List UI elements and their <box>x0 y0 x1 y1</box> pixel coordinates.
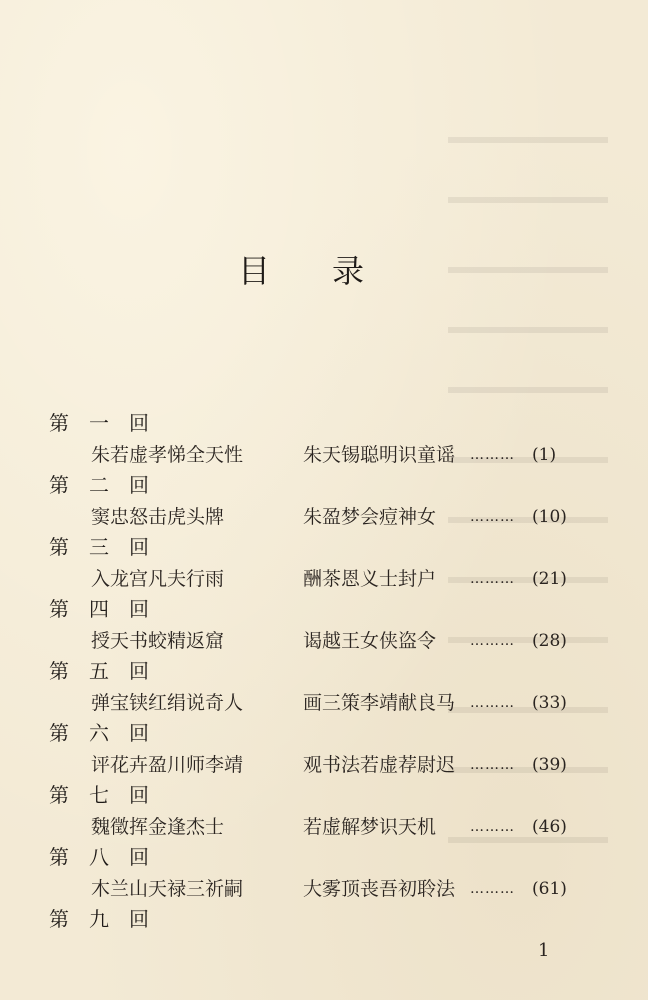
chapter-entry <box>0 564 648 594</box>
chapter-page-number: (28) <box>532 631 567 651</box>
chapter-right-title: 朱天锡聪明识童谣 <box>303 444 456 466</box>
chapter-right-title: 朱盈梦会痘神女 <box>303 506 437 528</box>
chapter-left-title: 评花卉盈川师李靖 <box>91 754 244 776</box>
chapter-page-number: (33) <box>532 693 567 713</box>
toc-chapter-6[interactable] <box>0 718 648 780</box>
table-of-contents <box>0 408 648 966</box>
chapter-label: 第 一 回 <box>49 411 149 435</box>
chapter-left-title: 窦忠怒击虎头牌 <box>91 506 225 528</box>
toc-chapter-4[interactable] <box>0 594 648 656</box>
toc-chapter-5[interactable] <box>0 656 648 718</box>
chapter-page-number: (46) <box>532 817 567 837</box>
page-title <box>238 246 364 292</box>
chapter-page-number: (39) <box>532 755 567 775</box>
leader-dots: ……… <box>470 571 515 587</box>
title-char-1: 目 <box>238 252 271 290</box>
chapter-left-title: 授天书蛟精返窟 <box>91 630 225 652</box>
chapter-entry <box>0 812 648 842</box>
title-char-2: 录 <box>332 252 365 290</box>
chapter-entry <box>0 502 648 532</box>
chapter-right-title: 观书法若虚荐尉迟 <box>303 754 456 776</box>
leader-dots: ……… <box>470 881 515 897</box>
chapter-left-title: 魏徵挥金逢杰士 <box>91 816 225 838</box>
chapter-page-number: (10) <box>532 507 567 527</box>
chapter-right-title: 大雾顶丧吾初聆法 <box>303 878 456 900</box>
chapter-page-number: (1) <box>532 445 557 465</box>
chapter-label: 第 三 回 <box>49 535 149 559</box>
chapter-right-title: 若虚解梦识天机 <box>303 816 437 838</box>
chapter-left-title: 木兰山天禄三祈嗣 <box>91 878 244 900</box>
chapter-label: 第 二 回 <box>49 473 149 497</box>
toc-chapter-1[interactable] <box>0 408 648 470</box>
page-number: 1 <box>538 940 550 961</box>
leader-dots: ……… <box>470 633 515 649</box>
toc-chapter-2[interactable] <box>0 470 648 532</box>
chapter-left-title: 朱若虚孝悌全天性 <box>91 444 244 466</box>
chapter-left-title: 入龙宫凡夫行雨 <box>91 568 225 590</box>
chapter-page-number: (61) <box>532 879 567 899</box>
chapter-label: 第 七 回 <box>49 783 149 807</box>
chapter-entry <box>0 440 648 470</box>
leader-dots: ……… <box>470 819 515 835</box>
toc-chapter-7[interactable] <box>0 780 648 842</box>
chapter-right-title: 画三策李靖献良马 <box>303 692 456 714</box>
toc-chapter-3[interactable] <box>0 532 648 594</box>
leader-dots: ……… <box>470 757 515 773</box>
chapter-page-number: (21) <box>532 569 567 589</box>
chapter-right-title: 谒越王女侠盗令 <box>303 630 437 652</box>
chapter-left-title: 弹宝铗红绢说奇人 <box>91 692 244 714</box>
chapter-label: 第 八 回 <box>49 845 149 869</box>
toc-chapter-9[interactable] <box>0 904 648 966</box>
chapter-label: 第 五 回 <box>49 659 149 683</box>
leader-dots: ……… <box>470 695 515 711</box>
leader-dots: ……… <box>470 447 515 463</box>
chapter-label: 第 九 回 <box>49 907 149 931</box>
toc-chapter-8[interactable] <box>0 842 648 904</box>
chapter-entry <box>0 688 648 718</box>
chapter-entry <box>0 750 648 780</box>
chapter-right-title: 酬茶恩义士封户 <box>303 568 437 590</box>
chapter-entry <box>0 874 648 904</box>
chapter-entry <box>0 626 648 656</box>
leader-dots: ……… <box>470 509 515 525</box>
chapter-label: 第 四 回 <box>49 597 149 621</box>
chapter-label: 第 六 回 <box>49 721 149 745</box>
